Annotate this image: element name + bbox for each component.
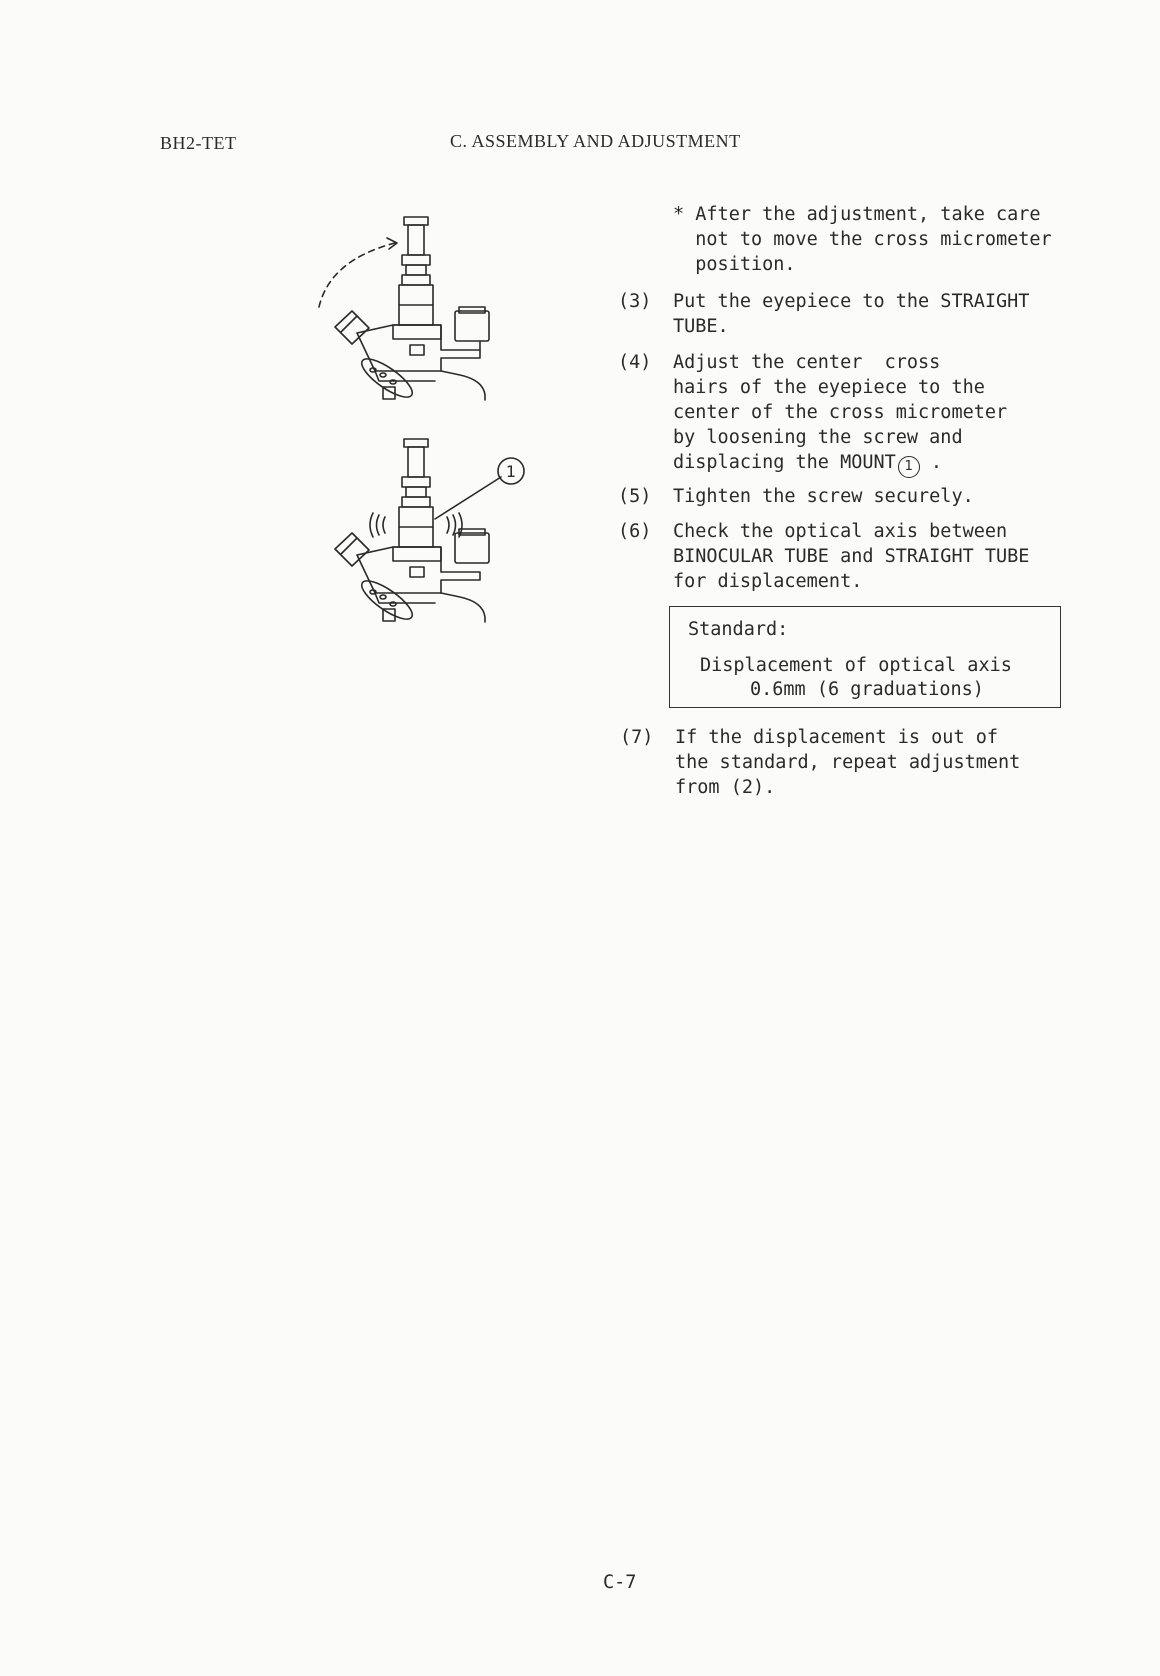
note-line: position. — [673, 254, 796, 275]
step-line: hairs of the eyepiece to the — [673, 377, 985, 398]
step-line: center of the cross micrometer — [673, 402, 1008, 423]
step-line: If the displacement is out of — [675, 727, 999, 748]
step-number: (3) — [618, 291, 652, 312]
step-line-suffix: . — [919, 452, 943, 473]
top-microscope-drawing — [319, 217, 489, 403]
page-number: C-7 — [603, 1572, 637, 1593]
standard-box — [669, 606, 1061, 708]
step-line: Put the eyepiece to the STRAIGHT — [673, 291, 1030, 312]
step-line: the standard, repeat adjustment — [675, 752, 1021, 773]
microscope-illustration — [305, 205, 545, 670]
step-number: (7) — [620, 727, 654, 748]
note-block — [673, 202, 1052, 277]
bottom-microscope-drawing — [335, 439, 524, 625]
step-line: TUBE. — [673, 316, 729, 337]
step-line: Tighten the screw securely. — [673, 486, 974, 507]
step-number: (5) — [618, 486, 652, 507]
mount-reference-number: 1 — [898, 456, 920, 478]
standard-line-1: Displacement of optical axis — [700, 655, 1012, 676]
note-line: not to move the cross micrometer — [673, 229, 1052, 250]
doc-model-code: BH2-TET — [160, 133, 237, 153]
step-line: by loosening the screw and — [673, 427, 963, 448]
step-line-mount — [673, 450, 1007, 478]
callout-number: 1 — [505, 462, 517, 481]
step-line: BINOCULAR TUBE and STRAIGHT TUBE — [673, 546, 1030, 567]
standard-line-2: 0.6mm (6 graduations) — [750, 679, 984, 700]
step-line: Adjust the center cross — [673, 352, 941, 373]
note-line: * After the adjustment, take care — [673, 204, 1041, 225]
step-line: Check the optical axis between — [673, 521, 1008, 542]
step-line: for displacement. — [673, 571, 863, 592]
step-line: displacing the MOUNT — [673, 452, 896, 473]
microscope-figure — [305, 205, 545, 670]
section-title: C. ASSEMBLY AND ADJUSTMENT — [450, 131, 741, 151]
step-number: (6) — [618, 521, 652, 542]
step-line: from (2). — [675, 777, 776, 798]
standard-title: Standard: — [688, 619, 789, 640]
step-number: (4) — [618, 352, 652, 373]
